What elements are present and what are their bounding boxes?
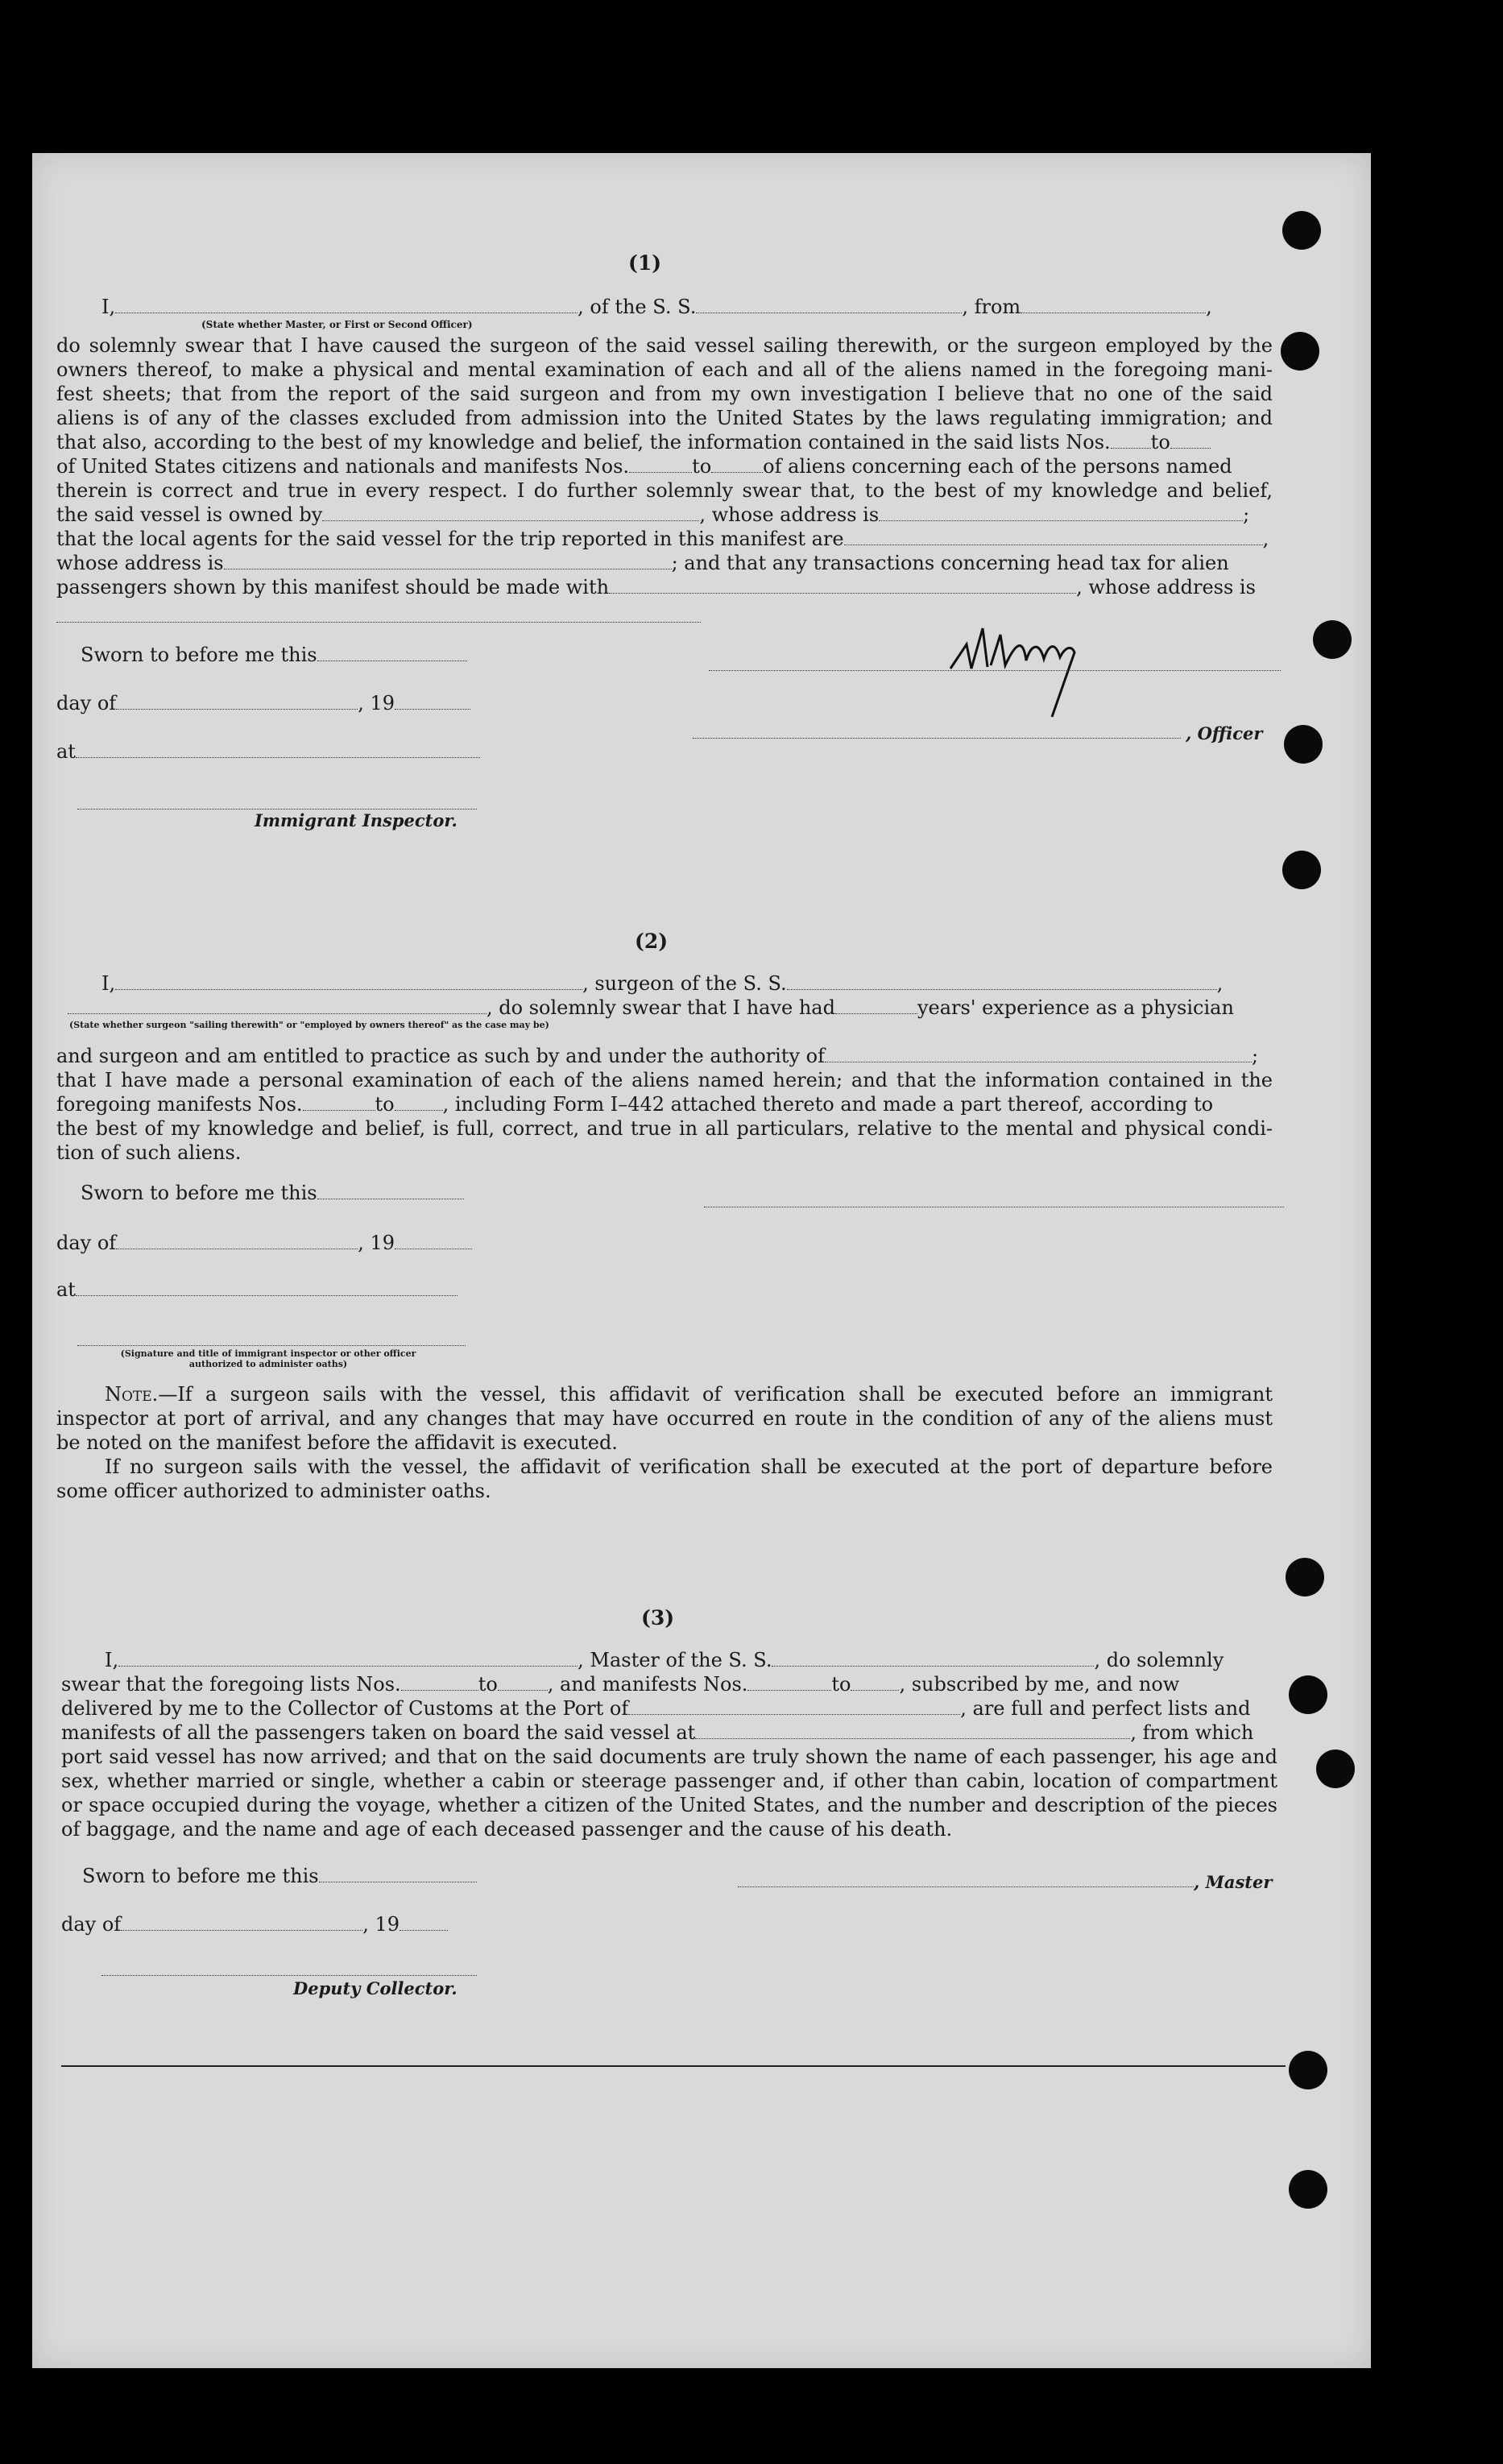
- date-line: day of , 19: [56, 1231, 472, 1255]
- signature-title: , Master: [1194, 1872, 1273, 1892]
- section-number: (1): [628, 251, 662, 275]
- field-note: (Signature and title of immigrant inspector or other officer authorized to administer oaths): [120, 1348, 416, 1369]
- signature-title: Deputy Collector.: [293, 1978, 458, 1998]
- punch-hole: [1289, 2170, 1327, 2209]
- oath-line: port said vessel has now arrived; and that on the said documents are truly shown the name of each passenger, his age and: [61, 1746, 1277, 1768]
- oath-line: owners thereof, to make a physical and mental examination of each and all of the aliens named in the foregoing mani-: [56, 358, 1273, 381]
- oath-line: that also, according to the best of my knowledge and belief, the information contained in the said lists Nos. to: [56, 430, 1211, 454]
- signature-line: [101, 1975, 477, 1976]
- signature-line: [709, 670, 1281, 671]
- section-number: (3): [641, 1606, 675, 1630]
- punch-hole: [1289, 2051, 1327, 2089]
- document-page: [32, 153, 1371, 2368]
- punch-hole: [1313, 620, 1352, 659]
- oath-line: the best of my knowledge and belief, is full, correct, and true in all particulars, relative to the mental and physical condi-: [56, 1117, 1273, 1140]
- signature-line: [77, 1345, 466, 1346]
- punch-hole: [1289, 1675, 1327, 1714]
- oath-line: manifests of all the passengers taken on board the said vessel at , from which: [61, 1721, 1254, 1744]
- oath-line: fest sheets; that from the report of the said surgeon and from my own investigation I believe that no one of the said: [56, 383, 1273, 405]
- oath-line: passengers shown by this manifest should be made with , whose address is: [56, 576, 1256, 598]
- oath-line: or space occupied during the voyage, whether a citizen of the United States, and the number and description of the pieces: [61, 1794, 1277, 1816]
- field-note: (State whether surgeon "sailing therewith" or "employed by owners thereof" as the case may be): [69, 1020, 549, 1030]
- note-paragraph: Note.—If a surgeon sails with the vessel, this affidavit of verification shall be executed before an immigrant inspector at port of arrival, and any changes that may have occurred en route in the condition of any of the aliens must be noted on the manifest before the affidavit is executed. If no surgeon sails with the vessel, the affidavit of verification shall be executed at the port of departure before some officer authorized to administer oaths.: [56, 1383, 1273, 1502]
- blank-line: [56, 622, 701, 623]
- place-line: at: [56, 739, 480, 764]
- oath-line: swear that the foregoing lists Nos. to , and manifests Nos. to , subscribed by me, and now: [61, 1673, 1180, 1696]
- oath-line: of baggage, and the name and age of each deceased passenger and the cause of his death.: [61, 1818, 953, 1841]
- oath-line: I, , Master of the S. S. , do solemnly: [105, 1649, 1224, 1671]
- oath-line: the said vessel is owned by , whose address is ;: [56, 503, 1250, 526]
- signature-line: [738, 1886, 1194, 1887]
- place-line: at: [56, 1278, 458, 1302]
- punch-hole: [1282, 851, 1321, 889]
- note-label: Note.: [105, 1383, 159, 1406]
- sworn-line: Sworn to before me this: [81, 1181, 464, 1205]
- oath-line: I, , surgeon of the S. S. ,: [101, 972, 1224, 995]
- oath-line: aliens is of any of the classes excluded from admission into the United States by the laws regulating immigration; and: [56, 407, 1273, 429]
- oath-line: of United States citizens and nationals and manifests Nos. to of aliens concerning each of the persons named: [56, 455, 1232, 478]
- signature-title: , Officer: [1186, 723, 1263, 743]
- punch-hole: [1286, 1558, 1324, 1596]
- punch-hole: [1284, 725, 1323, 764]
- oath-line: that I have made a personal examination of each of the aliens named herein; and that the information contained in the: [56, 1069, 1273, 1091]
- oath-line: sex, whether married or single, whether a cabin or steerage passenger and, if other than cabin, location of compartment: [61, 1770, 1277, 1792]
- oath-line: , do solemnly swear that I have had years' experience as a physician: [68, 996, 1234, 1020]
- punch-hole: [1316, 1750, 1355, 1788]
- oath-line: delivered by me to the Collector of Customs at the Port of , are full and perfect lists and: [61, 1697, 1251, 1720]
- oath-line: and surgeon and am entitled to practice as such by and under the authority of ;: [56, 1045, 1259, 1067]
- oath-line: tion of such aliens.: [56, 1141, 242, 1164]
- section-number: (2): [635, 930, 669, 953]
- signature-title: Immigrant Inspector.: [255, 810, 458, 830]
- oath-line: therein is correct and true in every respect. I do further solemnly swear that, to the best of my knowledge and belief,: [56, 479, 1273, 502]
- oath-line: that the local agents for the said vessel for the trip reported in this manifest are ,: [56, 528, 1269, 550]
- sworn-line: Sworn to before me this: [82, 1864, 477, 1888]
- oath-line: foregoing manifests Nos. to , including Form I–442 attached thereto and made a part thereof, according to: [56, 1093, 1214, 1116]
- signature-line: [693, 738, 1181, 739]
- oath-line: I, , of the S. S. , from ,: [101, 296, 1212, 318]
- sworn-line: Sworn to before me this: [81, 643, 467, 667]
- signature-line: [77, 809, 477, 810]
- date-line: day of , 19: [56, 691, 470, 715]
- oath-line: whose address is ; and that any transactions concerning head tax for alien: [56, 552, 1229, 574]
- oath-line: do solemnly swear that I have caused the surgeon of the said vessel sailing therewith, or the surgeon employed by the: [56, 334, 1273, 357]
- date-line: day of , 19: [61, 1912, 448, 1936]
- punch-hole: [1281, 332, 1319, 371]
- field-note: (State whether Master, or First or Second Officer): [201, 319, 473, 330]
- punch-hole: [1282, 211, 1321, 250]
- bottom-rule: [61, 2065, 1286, 2067]
